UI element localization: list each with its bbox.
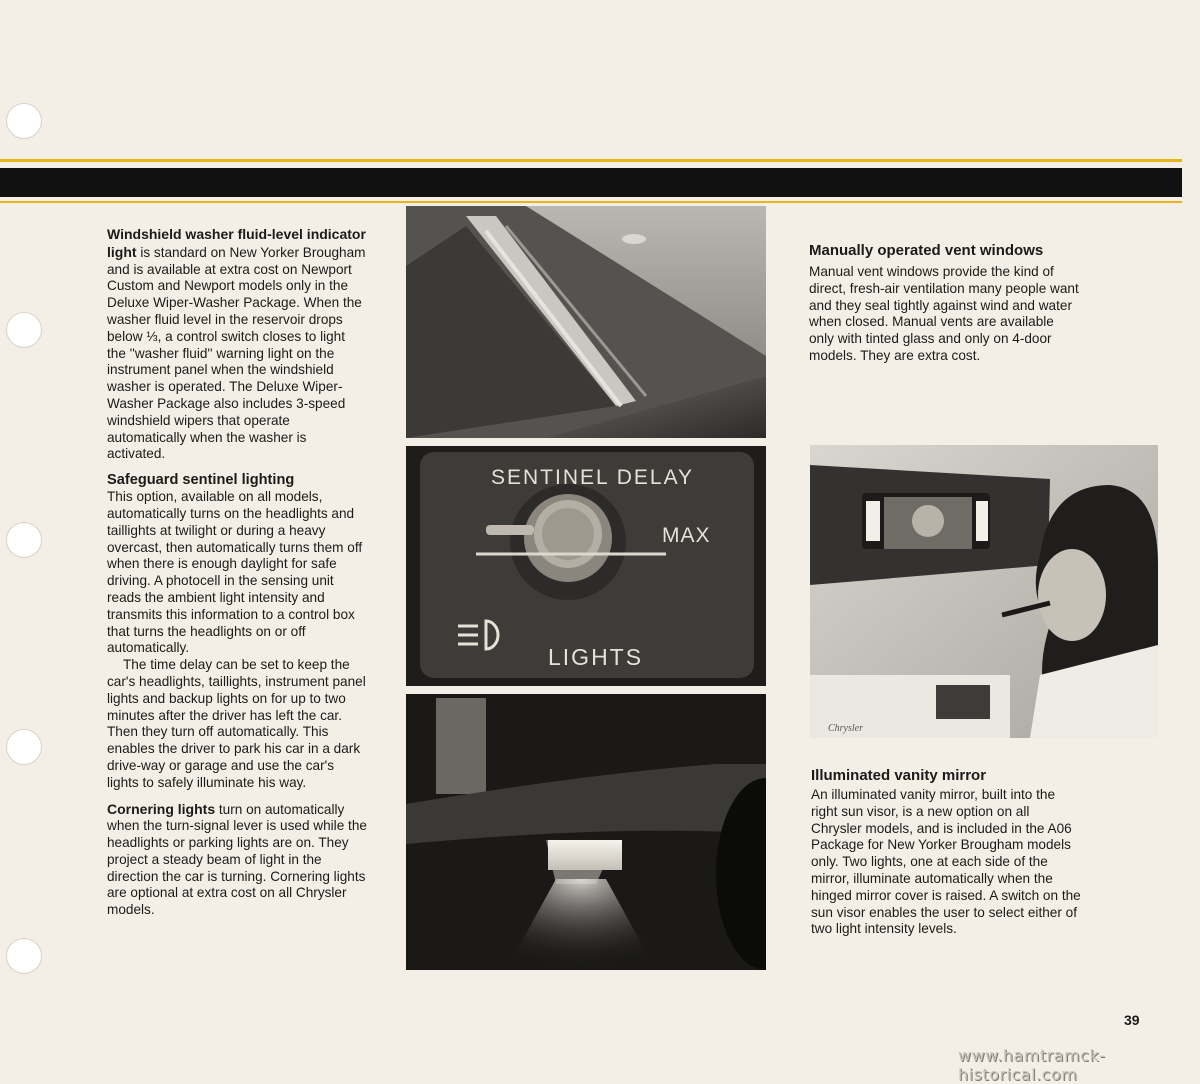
vent-window-photo [406, 206, 766, 438]
washer-indicator-paragraph [107, 226, 367, 463]
switch-label-lights: LIGHTS [548, 644, 644, 670]
washer-indicator-text: is standard on New Yorker Brougham and is available at extra cost on Newport Custom and Newport models only in the Deluxe Wiper-Washer Package. When the washer fluid level in the reservoir drops below ⅓, a control switch closes to light the ''washer fluid'' warning light on the instrument panel when the windshield washer is operated. The Deluxe Wiper-Washer Package also includes 3-speed windshield wipers that operate automatically when the washer is activated. [107, 244, 366, 462]
header-band [0, 168, 1182, 197]
vanity-mirror-heading: Illuminated vanity mirror [811, 767, 987, 784]
site-watermark: www.hamtramck-historical.com [958, 1046, 1106, 1084]
visor-brand-badge: Chrysler [828, 723, 863, 734]
switch-label-sentinel: SENTINEL DELAY [491, 466, 695, 489]
cornering-light-illustration [406, 694, 766, 970]
binder-hole [6, 938, 42, 974]
sentinel-heading: Safeguard sentinel lighting [107, 472, 295, 489]
cornering-light-photo [406, 694, 766, 970]
cornering-paragraph [107, 801, 367, 920]
vanity-mirror-text [811, 767, 1081, 938]
header-rule-bottom [0, 201, 1182, 203]
washer-indicator-heading: Windshield washer fluid-level indicator light [107, 226, 366, 260]
cornering-text: turn on automatically when the turn-signal lever is used while the headlights or parking lights are on. They project a steady beam of light in the direction the car is turning. Cornering lights are optional at extra cost on all Chrysler models. [107, 801, 367, 918]
binder-hole [6, 729, 42, 765]
vent-window-paragraph: Manual vent windows provide the kind of direct, fresh-air ventilation many people want and they seal tightly against wind and water when closed. Manual vents are available only with tinted glass and only on 4-door models. They are extra cost. [809, 264, 1079, 363]
sentinel-paragraph: This option, available on all models, automatically turns on the headlights and taillights at twilight or during a heavy overcast, then automatically turns them off when there is enough daylight for safe driving. A photocell in the sensing unit reads the ambient light intensity and transmits this information to a control box that turns the headlights on or off automatically. [107, 489, 363, 656]
header-rule-top [0, 159, 1182, 162]
switch-label-max: MAX [662, 524, 711, 547]
vanity-mirror-illustration [810, 445, 1158, 738]
sentinel-switch-photo [406, 446, 766, 686]
vent-window-illustration [406, 206, 766, 438]
page-number: 39 [1124, 1012, 1140, 1028]
vanity-mirror-photo [810, 445, 1158, 738]
binder-hole [6, 522, 42, 558]
time-delay-paragraph: The time delay can be set to keep the car's headlights, taillights, instrument panel lights and backup lights on for up to two minutes after the driver has left the car. Then they turn off automatically. This enables the driver to park his car in a dark drive-way or garage and use the car's lights to safely illuminate his way. [107, 657, 366, 790]
vent-window-text [809, 242, 1079, 365]
cornering-heading: Cornering lights [107, 800, 216, 817]
vent-window-heading: Manually operated vent windows [809, 242, 1044, 259]
vanity-mirror-paragraph: An illuminated vanity mirror, built into the right sun visor, is a new option on all Chrysler models, and is included in the A06 Package for New Yorker Brougham models only. Two lights, one at each side of the mirror, illuminate automatically when the hinged mirror cover is raised. A switch on the sun visor enables the user to select either of two light intensity levels. [811, 787, 1081, 937]
left-text-column [107, 226, 367, 919]
binder-hole [6, 312, 42, 348]
binder-hole [6, 103, 42, 139]
